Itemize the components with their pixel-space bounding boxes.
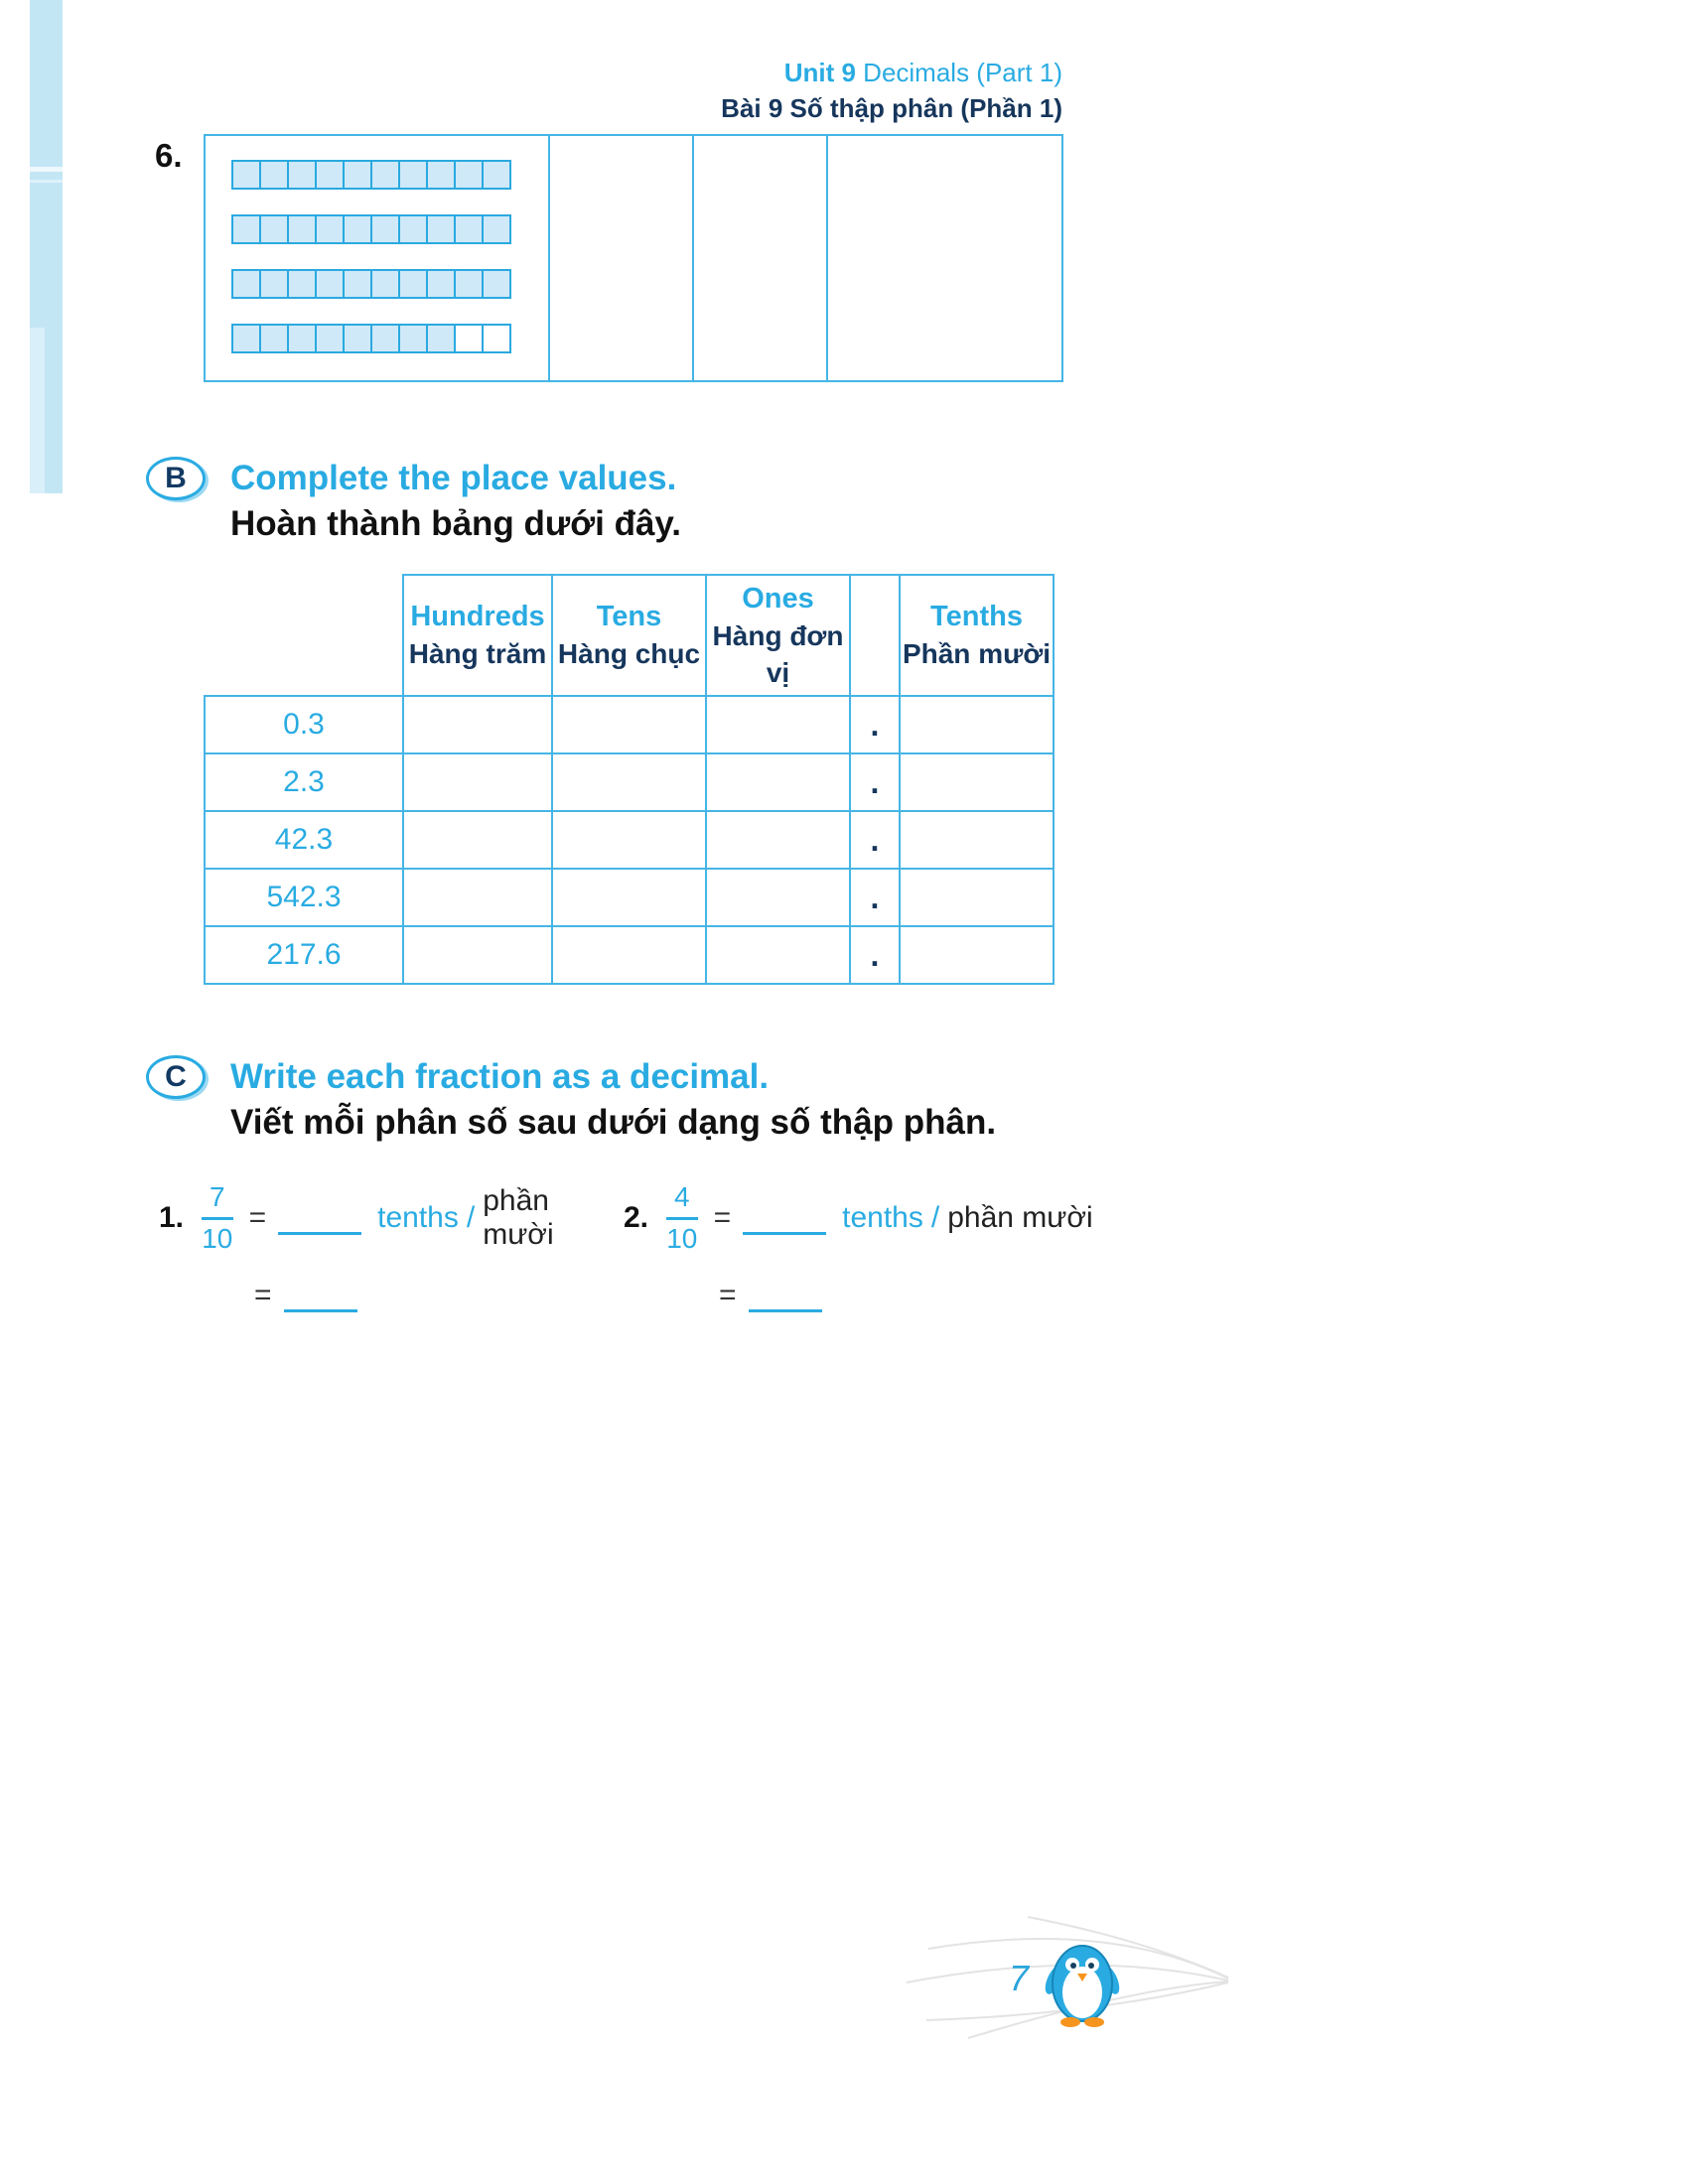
tenths-label: tenths	[842, 1201, 923, 1235]
answer-blank	[278, 1201, 361, 1235]
answer-cell-2	[692, 136, 826, 380]
number-label-cell: 2.3	[205, 753, 403, 811]
fraction-denominator: 10	[666, 1223, 698, 1255]
filled-square	[482, 269, 511, 299]
filled-square	[426, 214, 456, 244]
problem-line-2	[254, 1279, 624, 1312]
decimal-point-cell: .	[850, 753, 900, 811]
phan-muoi-label: phần mười	[483, 1184, 554, 1252]
column-header-tens	[552, 575, 706, 696]
table-row	[205, 926, 1054, 984]
problem-line-1	[624, 1181, 1093, 1255]
problem-line-1	[159, 1181, 624, 1255]
spine-decoration	[30, 0, 63, 493]
filled-square	[454, 160, 484, 190]
problem-number: 1.	[159, 1201, 185, 1235]
answer-blank	[284, 1283, 357, 1312]
tenths-answer-cell	[900, 753, 1054, 811]
decimal-point-cell: .	[850, 696, 900, 753]
slash-separator: /	[466, 1201, 476, 1235]
table-row	[205, 696, 1054, 753]
table-corner-spacer	[205, 575, 403, 696]
spine-highlight	[30, 328, 45, 493]
fraction	[666, 1181, 698, 1255]
section-c-title-vi: Viết mỗi phân số sau dưới dạng số thập phân.	[230, 1103, 997, 1142]
fraction-denominator: 10	[202, 1223, 233, 1255]
tens-answer-cell	[552, 811, 706, 869]
page-header	[645, 55, 1062, 126]
filled-square	[370, 324, 400, 353]
hundreds-answer-cell	[403, 753, 552, 811]
fraction	[202, 1181, 233, 1255]
unit-subject: Decimals (Part 1)	[863, 58, 1062, 87]
fraction-problems	[159, 1181, 1093, 1312]
tens-answer-cell	[552, 869, 706, 926]
equals-sign: =	[248, 1201, 267, 1235]
filled-square	[259, 324, 289, 353]
filled-square	[231, 214, 261, 244]
penguin-mascot-icon	[1041, 1928, 1124, 2027]
filled-square	[315, 269, 345, 299]
tenths-answer-cell	[900, 926, 1054, 984]
decimal-point-cell: .	[850, 926, 900, 984]
filled-square	[398, 269, 428, 299]
filled-square	[231, 269, 261, 299]
equals-sign: =	[254, 1279, 272, 1312]
filled-square	[287, 214, 317, 244]
place-value-body	[205, 696, 1054, 984]
fraction-numerator: 4	[666, 1181, 698, 1220]
fraction-numerator: 7	[202, 1181, 233, 1220]
hundred-grid	[206, 136, 548, 353]
filled-square	[259, 214, 289, 244]
filled-square	[454, 269, 484, 299]
unit-number: Unit 9	[783, 58, 856, 87]
column-header-tenths	[900, 575, 1054, 696]
spine-tick	[30, 180, 63, 183]
square-row	[231, 214, 548, 244]
filled-square	[370, 214, 400, 244]
place-value-header-row	[205, 575, 1054, 696]
spine-tick	[30, 167, 63, 172]
square-row	[231, 324, 548, 353]
section-c-badge: C	[146, 1055, 206, 1099]
empty-square	[482, 324, 511, 353]
filled-square	[343, 160, 372, 190]
column-header-ones	[706, 575, 850, 696]
answer-blank	[743, 1201, 826, 1235]
hundreds-answer-cell	[403, 696, 552, 753]
tens-answer-cell	[552, 696, 706, 753]
equals-sign: =	[713, 1201, 732, 1235]
decimal-point-cell: .	[850, 869, 900, 926]
hundreds-answer-cell	[403, 811, 552, 869]
decimal-point-cell: .	[850, 811, 900, 869]
filled-square	[398, 324, 428, 353]
column-header-vi: Phần mười	[902, 638, 1052, 669]
filled-square	[315, 160, 345, 190]
table-row	[205, 869, 1054, 926]
filled-square	[343, 324, 372, 353]
answer-cell-1	[548, 136, 692, 380]
filled-square	[343, 269, 372, 299]
exercise-6-label: 6.	[155, 137, 183, 174]
section-c-title-en: Write each fraction as a decimal.	[230, 1057, 770, 1096]
answer-cell-3	[826, 136, 1061, 380]
section-b-title-vi: Hoàn thành bảng dưới đây.	[230, 504, 682, 543]
place-value-table	[204, 574, 1055, 985]
table-row	[205, 753, 1054, 811]
filled-square	[259, 160, 289, 190]
column-header-hundreds	[403, 575, 552, 696]
tenths-label: tenths	[377, 1201, 459, 1235]
column-header-vi: Hàng đơn vị	[712, 619, 844, 688]
filled-square	[426, 160, 456, 190]
tenths-answer-cell	[900, 696, 1054, 753]
answer-blank	[749, 1283, 822, 1312]
ones-answer-cell	[706, 696, 850, 753]
filled-square	[482, 160, 511, 190]
unit-title-en	[645, 55, 1062, 90]
hundreds-answer-cell	[403, 869, 552, 926]
fraction-problem	[159, 1181, 624, 1312]
tenths-answer-cell	[900, 869, 1054, 926]
section-b-title-en: Complete the place values.	[230, 459, 677, 497]
number-label-cell: 42.3	[205, 811, 403, 869]
empty-square	[454, 324, 484, 353]
tens-answer-cell	[552, 753, 706, 811]
column-header-vi: Hàng trăm	[408, 638, 547, 669]
filled-square	[370, 269, 400, 299]
section-b-badge: B	[146, 457, 206, 500]
filled-square	[454, 214, 484, 244]
filled-square	[370, 160, 400, 190]
ones-answer-cell	[706, 753, 850, 811]
column-header-en: Ones	[742, 582, 814, 614]
column-header-en: Tenths	[930, 601, 1023, 632]
exercise-6-table	[204, 134, 1063, 382]
filled-square	[343, 214, 372, 244]
filled-square	[287, 324, 317, 353]
filled-square	[287, 269, 317, 299]
filled-square	[482, 214, 511, 244]
problem-line-2	[719, 1279, 1093, 1312]
ones-answer-cell	[706, 811, 850, 869]
decimal-point-column-header	[850, 575, 900, 696]
filled-square	[398, 160, 428, 190]
filled-square	[287, 160, 317, 190]
filled-square	[259, 269, 289, 299]
slash-separator: /	[930, 1201, 940, 1235]
number-label-cell: 0.3	[205, 696, 403, 753]
unit-title-vi: Bài 9 Số thập phân (Phần 1)	[721, 93, 1062, 123]
table-row	[205, 811, 1054, 869]
ones-answer-cell	[706, 869, 850, 926]
column-header-en: Hundreds	[410, 601, 545, 632]
square-row	[231, 269, 548, 299]
number-label-cell: 542.3	[205, 869, 403, 926]
filled-square	[398, 214, 428, 244]
tens-answer-cell	[552, 926, 706, 984]
ones-answer-cell	[706, 926, 850, 984]
fraction-problem	[624, 1181, 1093, 1312]
equals-sign: =	[719, 1279, 737, 1312]
phan-muoi-label: phần mười	[947, 1201, 1093, 1235]
tenths-answer-cell	[900, 811, 1054, 869]
filled-square	[231, 160, 261, 190]
hundred-grid-cell	[206, 136, 548, 380]
hundreds-answer-cell	[403, 926, 552, 984]
page-number: 7	[1009, 1958, 1030, 1998]
filled-square	[315, 214, 345, 244]
column-header-en: Tens	[596, 601, 662, 632]
square-row	[231, 160, 548, 190]
filled-square	[231, 324, 261, 353]
problem-number: 2.	[624, 1201, 649, 1235]
filled-square	[426, 269, 456, 299]
number-label-cell: 217.6	[205, 926, 403, 984]
filled-square	[426, 324, 456, 353]
filled-square	[315, 324, 345, 353]
column-header-vi: Hàng chục	[557, 638, 701, 669]
